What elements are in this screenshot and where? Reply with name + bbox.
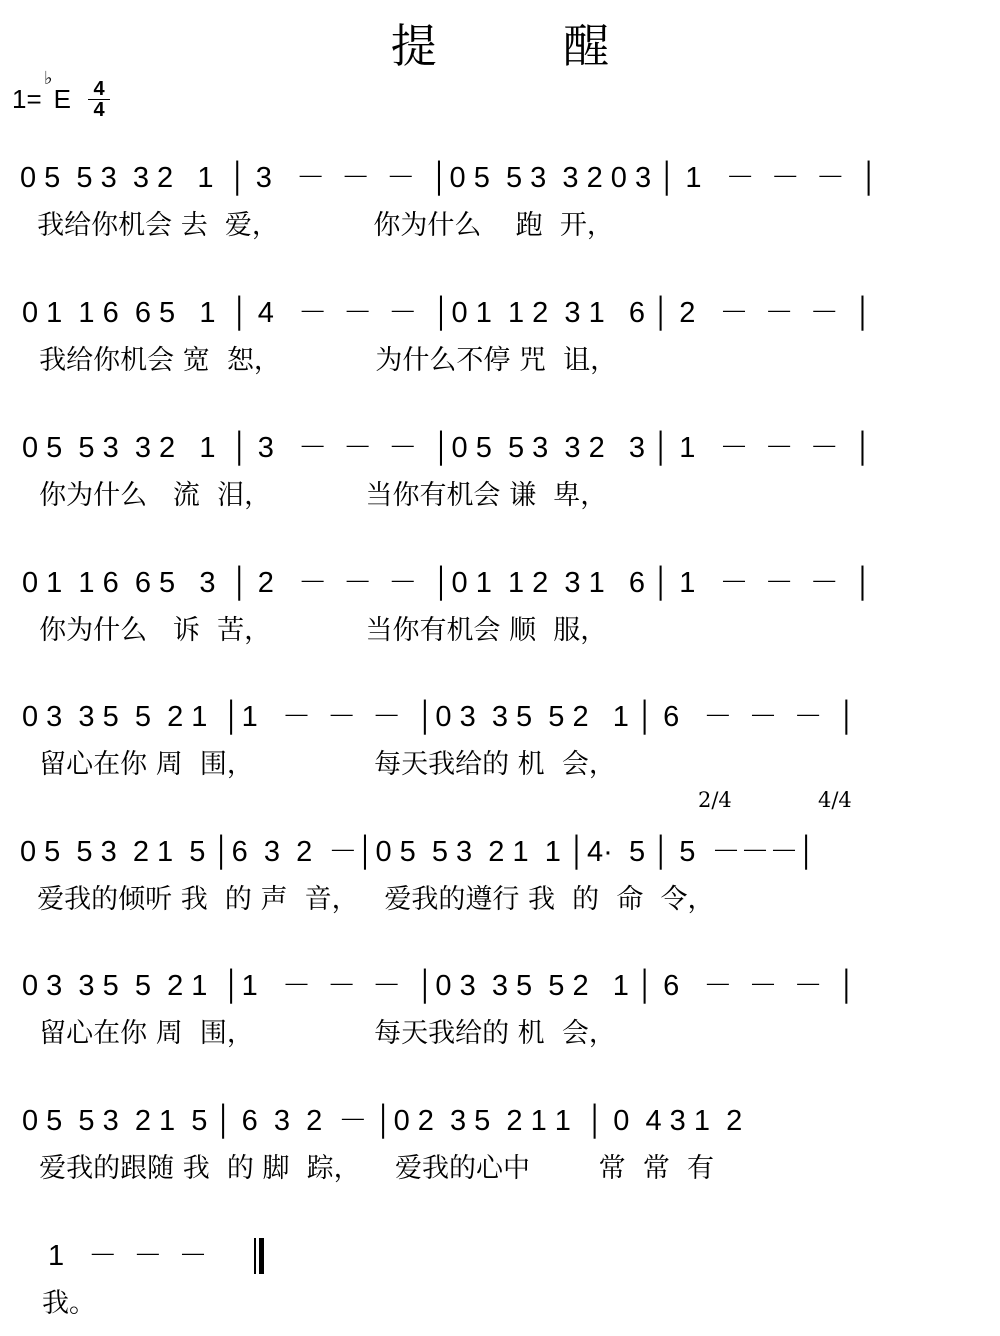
system-5 [0,697,1000,797]
lyric-line: 你为什么 诉 苦， 当你有机会 顺 服， [22,615,608,646]
meter-change: 2/4 [698,788,732,812]
system-1 [0,158,1000,258]
key-prefix: 1= [12,84,42,114]
notation-line: 0 1 1 6 6 5 1 │ 4 － － － │0 1 1 2 3 1 6 │ 2 － － － │ [22,297,874,329]
notation-line: 0 1 1 6 6 5 3 │ 2 － － － │0 1 1 2 3 1 6 │ 1 － － － │ [22,567,874,599]
lyric-line: 留心在你 周 围， 每天我给的 机 会， [22,1018,616,1049]
notation-line: 1 － － － [48,1240,208,1272]
notation-line: 0 5 5 3 2 1 5 │6 3 2 －│0 5 5 3 2 1 1 │4· 5 │ 5 －－－│ [20,836,817,868]
time-signature-top: 4 [93,78,105,100]
key-note: E [53,84,71,114]
time-signature-bottom: 4 [93,99,105,121]
system-3 [0,428,1000,528]
system-8 [0,1101,1000,1201]
lyric-line: 留心在你 周 围， 每天我给的 机 会， [22,749,616,780]
lyric-line: 爱我的倾听 我 的 声 音， 爱我的遵行 我 的 命 令， [20,884,715,915]
time-signature [88,80,110,119]
song-title: 提 醒 [390,19,666,73]
notation-line: 0 5 5 3 3 2 1 │ 3 － － － │0 5 5 3 3 2 3 │ 1 － － － │ [22,432,874,464]
system-7 [0,966,1000,1066]
notation-line: 0 5 5 3 3 2 1 │ 3 － － － │0 5 5 3 3 2 0 3 │ 1 － － － │ [20,162,880,194]
lyric-line: 我。 [42,1288,96,1319]
system-6 [0,788,1000,932]
meter-change: 4/4 [818,788,852,812]
lyric-line: 我给你机会 宽 恕， 为什么不停 咒 诅， [22,345,618,376]
key-signature [12,68,71,115]
flat-symbol: ♭ [44,68,53,88]
lyric-line: 爱我的跟随 我 的 脚 踪， 爱我的心中 常 常 有 [22,1153,714,1184]
system-4 [0,563,1000,663]
notation-line: 0 3 3 5 5 2 1 │1 － － － │0 3 3 5 5 2 1 │ 6 － － － │ [22,701,857,733]
system-2 [0,293,1000,393]
notation-line: 0 3 3 5 5 2 1 │1 － － － │0 3 3 5 5 2 1 │ 6 － － － │ [22,970,857,1002]
lyric-line: 我给你机会 去 爱， 你为什么 跑 开， [20,210,614,241]
system-9 [0,1236,1000,1336]
lyric-line: 你为什么 流 泪， 当你有机会 谦 卑， [22,480,608,511]
final-barline [254,1238,264,1274]
notation-line: 0 5 5 3 2 1 5 │ 6 3 2 － │0 2 3 5 2 1 1 │ 0 4 3 1 2 [22,1105,743,1137]
